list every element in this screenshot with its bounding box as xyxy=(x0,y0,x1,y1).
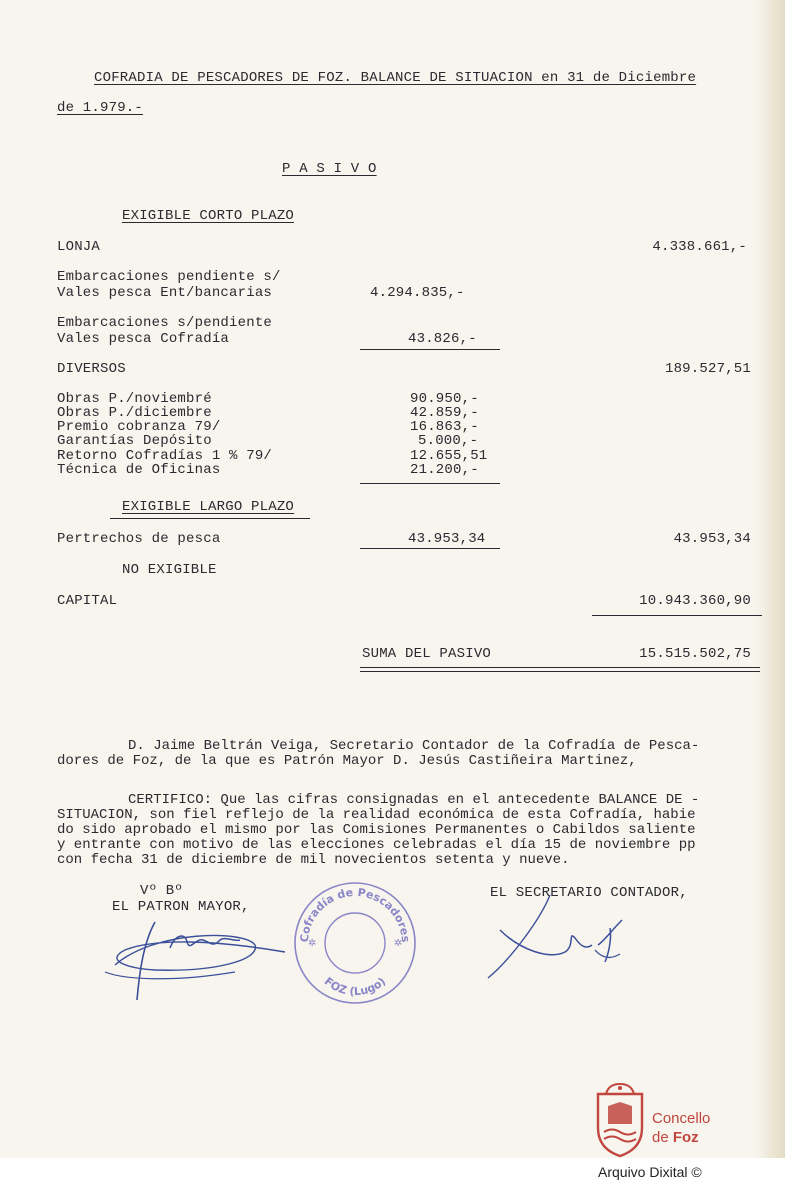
subtotal-rule-3 xyxy=(360,548,500,549)
cofradia-stamp xyxy=(290,878,420,1008)
emb-pend-value: 4.294.835,- xyxy=(370,285,465,301)
lonja-label: LONJA xyxy=(57,239,101,255)
concello-foz-logo-icon xyxy=(594,1080,646,1158)
vb-label: Vº Bº xyxy=(140,883,184,899)
cert-para2-line4: y entrante con motivo de las elecciones celebradas el día 15 de noviembre pp xyxy=(57,837,696,853)
diversos-item-label: Técnica de Oficinas xyxy=(57,462,221,478)
diversos-item-value: 21.200,- xyxy=(410,462,479,478)
diversos-item-label: Obras P./diciembre xyxy=(57,405,212,421)
emb-pend-label-2: Vales pesca Ent/bancarias xyxy=(57,285,273,301)
total-rule xyxy=(592,615,762,616)
suma-label: SUMA DEL PASIVO xyxy=(362,646,492,662)
pertrechos-label: Pertrechos de pesca xyxy=(57,531,221,547)
logo-line2 xyxy=(652,1129,699,1147)
section-title: P A S I V O xyxy=(282,161,377,177)
svg-text:✲: ✲ xyxy=(308,938,317,949)
cert-para2-line3: do sido aprobado el mismo por las Comisiones Permanentes o Cabildos saliente xyxy=(57,822,696,838)
diversos-item-label: Garantías Depósito xyxy=(57,433,212,449)
no-exigible-heading: NO EXIGIBLE xyxy=(122,562,217,578)
diversos-item-value: 90.950,- xyxy=(410,391,479,407)
exigible-corto-heading: EXIGIBLE CORTO PLAZO xyxy=(122,208,295,224)
stamp-text-bottom: FOZ (Lugo) xyxy=(321,974,389,999)
heading-rule xyxy=(110,518,310,519)
stamp-text-top: Cofradía de Pescadores xyxy=(297,885,413,943)
diversos-label: DIVERSOS xyxy=(57,361,126,377)
cert-para1-line2: dores de Foz, de la que es Patrón Mayor D. Jesús Castiñeira Martinez, xyxy=(57,753,637,769)
exigible-largo-heading: EXIGIBLE LARGO PLAZO xyxy=(122,499,295,515)
double-rule xyxy=(360,667,760,672)
cert-para2-line2: SITUACION, son fiel reflejo de la realidad económica de esta Cofradía, habie xyxy=(57,807,696,823)
diversos-item-value: 5.000,- xyxy=(418,433,479,449)
svg-text:Cofradía de Pescadores xyxy=(298,886,412,943)
logo-line2-prefix: de xyxy=(652,1129,673,1146)
secretario-signature xyxy=(480,890,650,990)
suma-total: 15.515.502,75 xyxy=(639,646,751,662)
patron-signature xyxy=(95,910,295,1010)
cert-para1-line1: D. Jaime Beltrán Veiga, Secretario Contador de la Cofradía de Pesca- xyxy=(128,738,700,754)
svg-text:FOZ (Lugo) xyxy=(322,975,389,998)
diversos-total: 189.527,51 xyxy=(664,361,751,377)
document-date: de 1.979.- xyxy=(57,100,144,116)
subtotal-rule-1 xyxy=(360,349,500,350)
diversos-item-label: Premio cobranza 79/ xyxy=(57,419,221,435)
document-title: COFRADIA DE PESCADORES DE FOZ. BALANCE DE SITUACION en 31 de Diciembre xyxy=(94,70,697,86)
diversos-item-value: 12.655,51 xyxy=(410,448,488,464)
logo-line2-bold: Foz xyxy=(672,1129,699,1146)
emb-pend-label-1: Embarcaciones pendiente s/ xyxy=(57,269,281,285)
diversos-item-label: Obras P./noviembré xyxy=(57,391,212,407)
diversos-item-value: 42.859,- xyxy=(410,405,479,421)
subtotal-rule-2 xyxy=(360,483,500,484)
logo-line1: Concello xyxy=(652,1110,711,1127)
cert-para2-line1: CERTIFICO: Que las cifras consignadas en el antecedente BALANCE DE - xyxy=(128,792,700,808)
diversos-item-label: Retorno Cofradías 1 % 79/ xyxy=(57,448,273,464)
secretario-label: EL SECRETARIO CONTADOR, xyxy=(490,885,688,901)
capital-label: CAPITAL xyxy=(57,593,118,609)
cert-para2-line5: con fecha 31 de diciembre de mil novecientos setenta y nueve. xyxy=(57,852,570,868)
page-edge-shadow xyxy=(755,0,785,1160)
archive-caption: Arquivo Dixital © xyxy=(598,1164,702,1180)
diversos-item-value: 16.863,- xyxy=(410,419,479,435)
capital-total: 10.943.360,90 xyxy=(639,593,751,609)
pertrechos-value: 43.953,34 xyxy=(408,531,486,547)
patron-label: EL PATRON MAYOR, xyxy=(112,899,250,915)
lonja-total: 4.338.661,- xyxy=(652,239,747,255)
emb-cof-label-1: Embarcaciones s/pendiente xyxy=(57,315,273,331)
emb-cof-value: 43.826,- xyxy=(408,331,477,347)
svg-text:✲: ✲ xyxy=(394,938,403,949)
pertrechos-total: 43.953,34 xyxy=(673,531,751,547)
emb-cof-label-2: Vales pesca Cofradía xyxy=(57,331,230,347)
